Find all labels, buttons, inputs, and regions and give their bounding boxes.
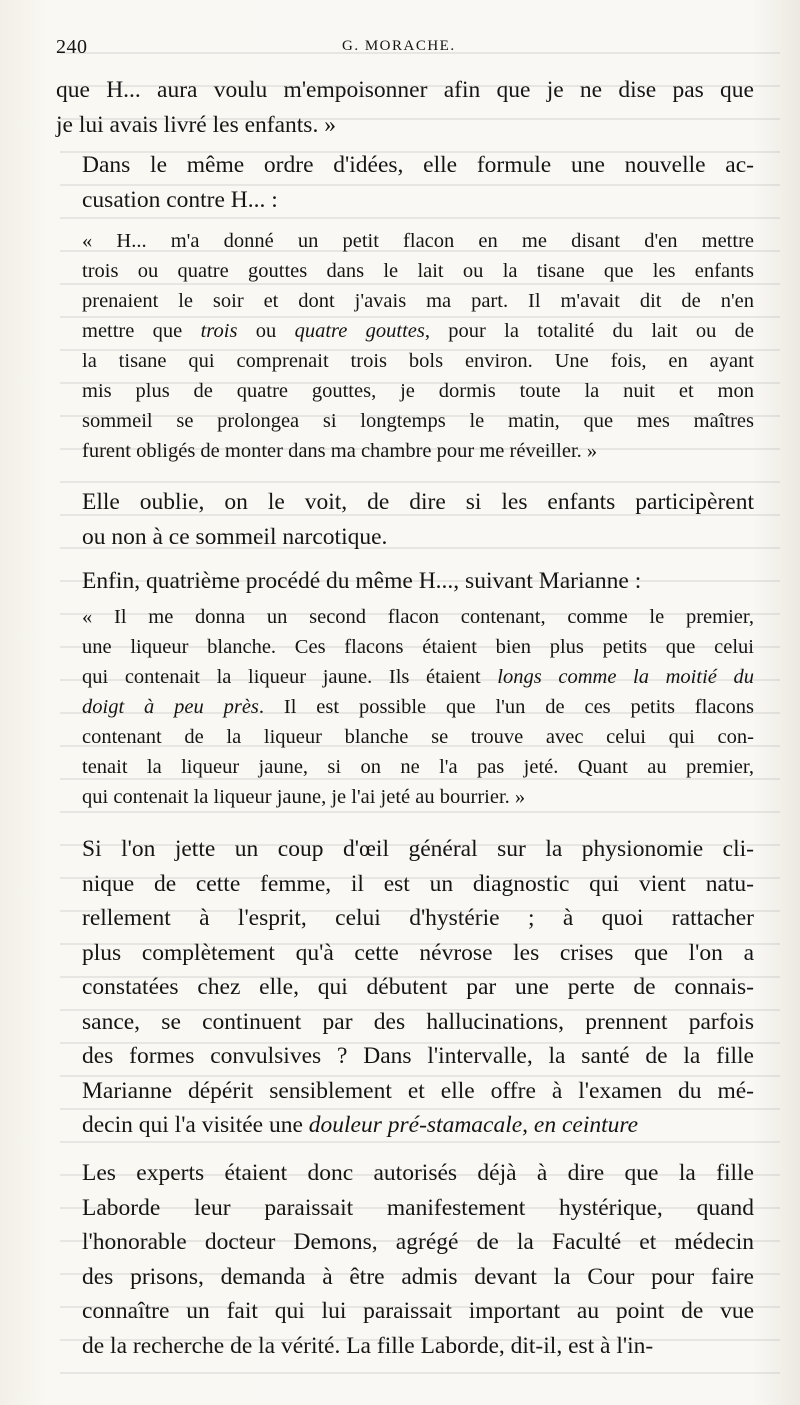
- text-line: qui contenait la liqueur jaune. Ils étaient longs comme la moitié du: [82, 666, 755, 688]
- text-line: « Il me donna un second flacon contenant, comme le premier,: [82, 606, 754, 628]
- text-line: tenait la liqueur jaune, si on ne l'a pas jeté. Quant au premier,: [82, 756, 754, 778]
- text-line: Enfin, quatrième procédé du même H..., suivant Marianne :: [82, 568, 642, 594]
- text-line: sance, se continuent par des hallucinations, prennent parfois: [82, 1008, 754, 1035]
- text-line: Si l'on jette un coup d'œil général sur la physionomie cli-: [82, 836, 754, 862]
- text-line: sommeil se prolongea si longtemps le matin, que mes maîtres: [82, 410, 754, 432]
- text-line: ou non à ce sommeil narcotique.: [82, 523, 388, 550]
- text-line: l'honorable docteur Demons, agrégé de la Faculté et médecin: [82, 1229, 754, 1255]
- text-line: doigt à peu près. Il est possible que l'un de ces petits flacons: [82, 696, 755, 718]
- text-line: des formes convulsives ? Dans l'intervalle, la santé de la fille: [82, 1043, 754, 1069]
- text-line: de la recherche de la vérité. La fille Laborde, dit-il, est à l'in-: [82, 1332, 654, 1359]
- text-line: mettre que trois ou quatre gouttes, pour la totalité du lait ou de: [82, 320, 754, 342]
- quote-first-flacon: [56, 226, 754, 466]
- paragraph-diagnostic: [56, 832, 754, 1143]
- page-number: 240: [56, 36, 88, 58]
- text-line: Marianne dépérit sensiblement et elle offre à l'examen du mé-: [82, 1077, 754, 1104]
- text-line: que H... aura voulu m'empoisonner afin que je ne dise pas que: [56, 77, 754, 103]
- quote-second-flacon: [56, 602, 754, 812]
- text-line: Laborde leur paraissait manifestement hystérique, quand: [82, 1194, 754, 1221]
- text-line: nique de cette femme, il est un diagnostic qui vient natu-: [82, 870, 754, 897]
- text-line: rellement à l'esprit, celui d'hystérie ; à quoi rattacher: [82, 905, 754, 931]
- text-line: Dans le même ordre d'idées, elle formule une nouvelle ac-: [82, 152, 754, 178]
- text-line: trois ou quatre gouttes dans le lait ou la tisane que les enfants: [82, 260, 754, 282]
- text-line: plus complètement qu'à cette névrose les crises que l'on a: [82, 939, 754, 966]
- text-line: mis plus de quatre gouttes, je dormis toute la nuit et mon: [82, 380, 754, 402]
- paragraph-experts: [56, 1156, 754, 1363]
- running-head: G. MORACHE.: [342, 38, 456, 54]
- text-line: la tisane qui comprenait trois bols environ. Une fois, en ayant: [82, 350, 754, 372]
- text-line: cusation contre H... :: [82, 186, 278, 213]
- paragraph-quatrieme-procede: [56, 564, 754, 599]
- text-line: prenaient le soir et dont j'avais ma part. Il m'avait dit de n'en: [82, 290, 754, 312]
- paragraph-continuation: [56, 73, 754, 142]
- text-line: « H... m'a donné un petit flacon en me disant d'en mettre: [82, 230, 754, 252]
- text-line: des prisons, demanda à être admis devant la Cour pour faire: [82, 1263, 754, 1290]
- text-line: contenant de la liqueur blanche se trouve avec celui qui con-: [82, 726, 754, 748]
- page-header: [56, 36, 750, 66]
- text-line: qui contenait la liqueur jaune, je l'ai jeté au bourrier. »: [82, 786, 526, 808]
- text-line: furent obligés de monter dans ma chambre pour me réveiller. »: [82, 440, 598, 462]
- paragraph-elle-oublie: [56, 485, 754, 554]
- text-line: connaître un fait qui lui paraissait important au point de vue: [82, 1298, 754, 1324]
- text-line: Elle oublie, on le voit, de dire si les enfants participèrent: [82, 489, 754, 515]
- text-line: une liqueur blanche. Ces flacons étaient bien plus petits que celui: [82, 636, 754, 658]
- text-line: constatées chez elle, qui débutent par une perte de connais-: [82, 974, 754, 1000]
- paragraph-same-order: [56, 148, 754, 217]
- text-line: je lui avais livré les enfants. »: [56, 111, 336, 138]
- text-line: decin qui l'a visitée une douleur pré-stamacale, en ceinture: [82, 1112, 639, 1138]
- text-line: Les experts étaient donc autorisés déjà à dire que la fille: [82, 1160, 754, 1186]
